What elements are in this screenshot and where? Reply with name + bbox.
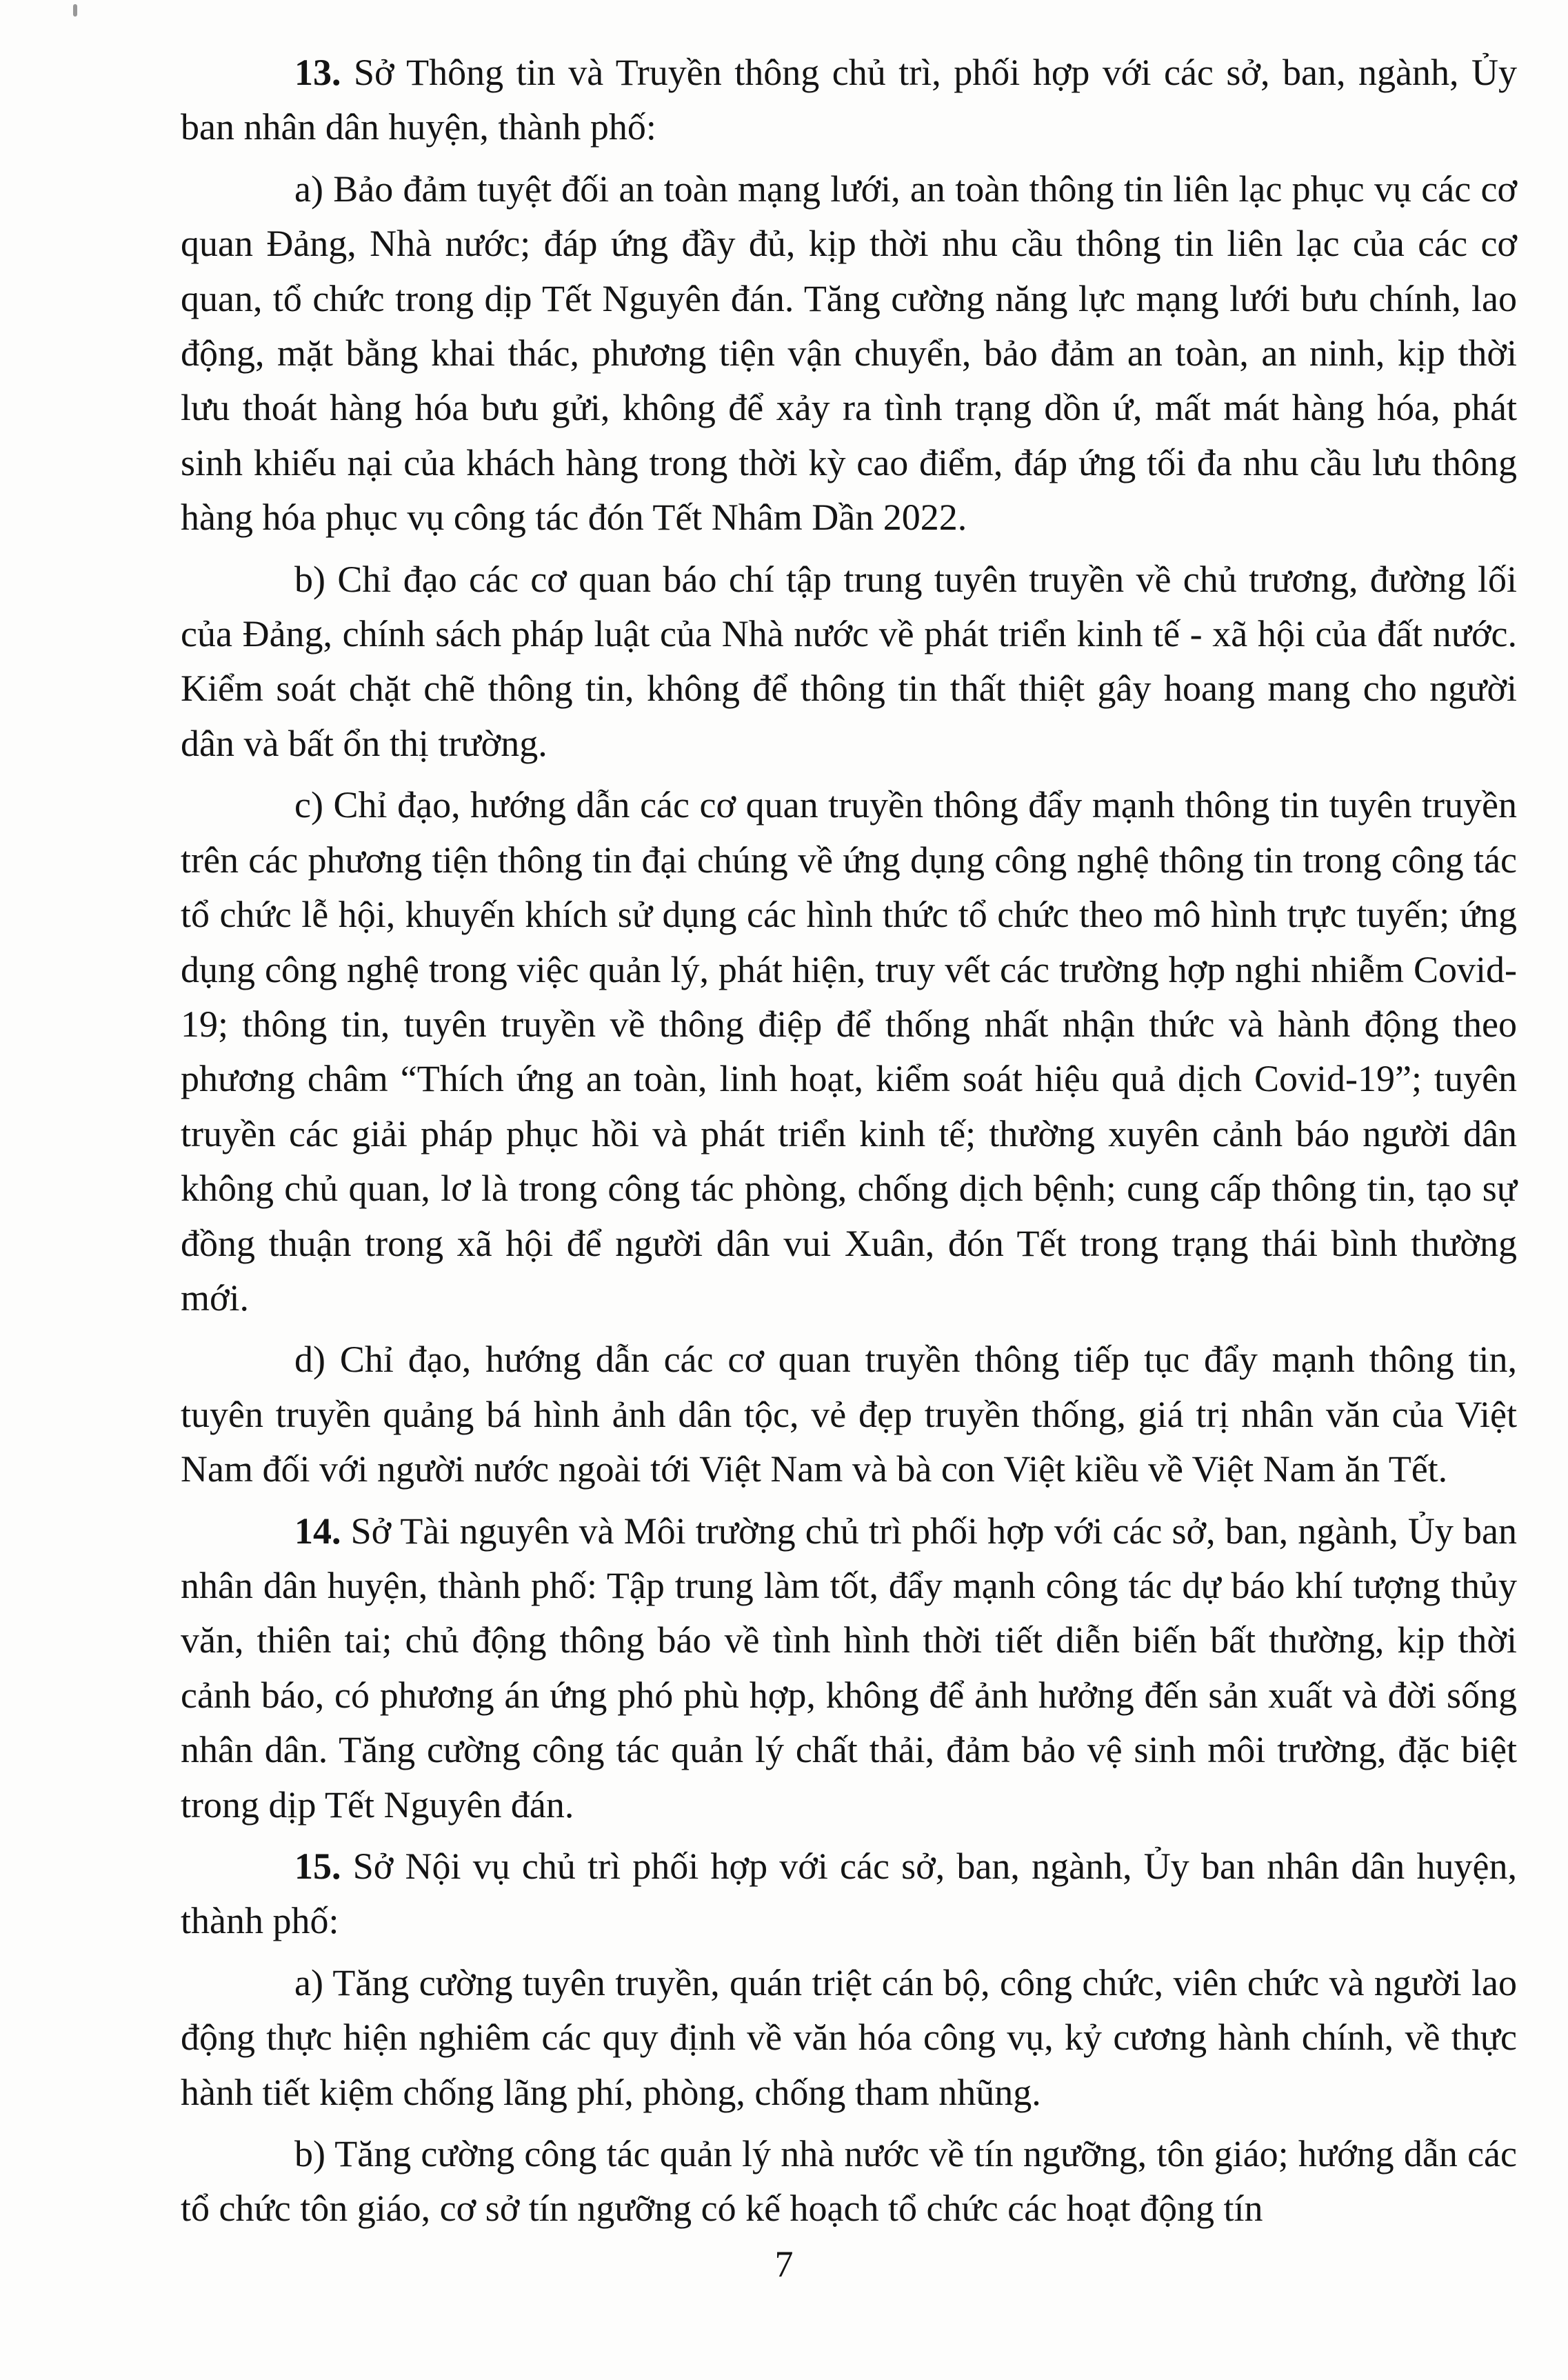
- page-number: 7: [774, 2243, 794, 2285]
- paragraph-15a: [181, 1956, 1517, 2120]
- paragraph-13d: [181, 1332, 1517, 1497]
- paragraph-13: [181, 46, 1517, 155]
- paragraph-13c: [181, 778, 1517, 1326]
- document-body: [181, 46, 1517, 2237]
- paragraph-13a: [181, 162, 1517, 546]
- paragraph-text: a) Tăng cường tuyên truyền, quán triệt cán bộ, công chức, viên chức và người lao động thực hiện nghiêm các quy định về văn hóa công vụ, kỷ cương hành chính, về thực hành tiết kiệm chống lãng phí, phòng, chống tham nhũng.: [181, 1961, 1517, 2113]
- paragraph-text: b) Chỉ đạo các cơ quan báo chí tập trung tuyên truyền về chủ trương, đường lối của Đảng, chính sách pháp luật của Nhà nước về phát triển kinh tế - xã hội của đất nước. Kiểm soát chặt chẽ thông tin, không để thông tin thất thiệt gây hoang mang cho người dân và bất ổn thị trường.: [181, 558, 1517, 764]
- paragraph-text: b) Tăng cường công tác quản lý nhà nước về tín ngưỡng, tôn giáo; hướng dẫn các tổ chức tôn giáo, cơ sở tín ngưỡng có kế hoạch tổ chức các hoạt động tín: [181, 2133, 1517, 2230]
- paragraph-text: c) Chỉ đạo, hướng dẫn các cơ quan truyền thông đẩy mạnh thông tin tuyên truyền trên các phương tiện thông tin đại chúng về ứng dụng công nghệ thông tin trong công tác tổ chức lễ hội, khuyến khích sử dụng các hình thức tổ chức theo mô hình trực tuyến; ứng dụng công nghệ trong việc quản lý, phát hiện, truy vết các trường hợp nghi nhiễm Covid-19; thông tin, tuyên truyền về thông điệp để thống nhất nhận thức và hành động theo phương châm “Thích ứng an toàn, linh hoạt, kiểm soát hiệu quả dịch Covid-19”; tuyên truyền các giải pháp phục hồi và phát triển kinh tế; thường xuyên cảnh báo người dân không chủ quan, lơ là trong công tác phòng, chống dịch bệnh; cung cấp thông tin, tạo sự đồng thuận trong xã hội để người dân vui Xuân, đón Tết trong trạng thái bình thường mới.: [181, 784, 1517, 1319]
- paragraph-text: a) Bảo đảm tuyệt đối an toàn mạng lưới, an toàn thông tin liên lạc phục vụ các cơ quan Đảng, Nhà nước; đáp ứng đầy đủ, kịp thời nhu cầu thông tin liên lạc của các cơ quan, tổ chức trong dịp Tết Nguyên đán. Tăng cường năng lực mạng lưới bưu chính, lao động, mặt bằng khai thác, phương tiện vận chuyển, bảo đảm an toàn, an ninh, kịp thời lưu thoát hàng hóa bưu gửi, không để xảy ra tình trạng dồn ứ, mất mát hàng hóa, phát sinh khiếu nại của khách hàng trong thời kỳ cao điểm, đáp ứng tối đa nhu cầu lưu thông hàng hóa phục vụ công tác đón Tết Nhâm Dần 2022.: [181, 168, 1517, 539]
- paragraph-text: d) Chỉ đạo, hướng dẫn các cơ quan truyền thông tiếp tục đẩy mạnh thông tin, tuyên truyền quảng bá hình ảnh dân tộc, vẻ đẹp truyền thống, giá trị nhân văn của Việt Nam đối với người nước ngoài tới Việt Nam và bà con Việt kiều về Việt Nam ăn Tết.: [181, 1339, 1517, 1490]
- paragraph-text: Sở Thông tin và Truyền thông chủ trì, phối hợp với các sở, ban, ngành, Ủy ban nhân dân huyện, thành phố:: [181, 52, 1517, 148]
- paragraph-text: Sở Nội vụ chủ trì phối hợp với các sở, ban, ngành, Ủy ban nhân dân huyện, thành phố:: [181, 1846, 1517, 1942]
- section-number: 14.: [294, 1510, 341, 1552]
- paragraph-13b: [181, 552, 1517, 772]
- section-number: 13.: [294, 52, 341, 93]
- section-number: 15.: [294, 1846, 341, 1887]
- paragraph-14: [181, 1504, 1517, 1832]
- scan-speck: [73, 4, 77, 17]
- paragraph-15: [181, 1839, 1517, 1949]
- paragraph-15b: [181, 2127, 1517, 2237]
- paragraph-text: Sở Tài nguyên và Môi trường chủ trì phối hợp với các sở, ban, ngành, Ủy ban nhân dân huyện, thành phố: Tập trung làm tốt, đẩy mạnh công tác dự báo khí tượng thủy văn, thiên tai; chủ động thông báo về tình hình thời tiết diễn biến bất thường, kịp thời cảnh báo, có phương án ứng phó phù hợp, không để ảnh hưởng đến sản xuất và đời sống nhân dân. Tăng cường công tác quản lý chất thải, đảm bảo vệ sinh môi trường, đặc biệt trong dịp Tết Nguyên đán.: [181, 1510, 1517, 1826]
